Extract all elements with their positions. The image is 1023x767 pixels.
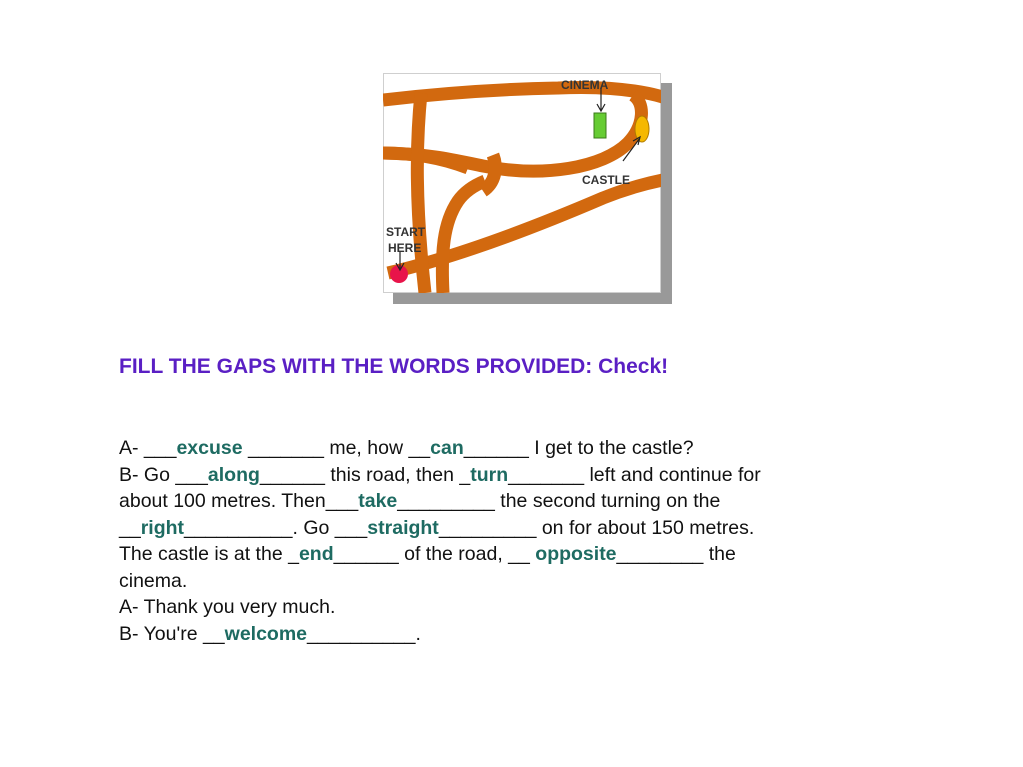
dialogue-line xyxy=(119,462,899,489)
answer-word: can xyxy=(430,437,464,459)
text-segment: ______ I get to the castle? xyxy=(463,437,694,459)
castle-label: CASTLE xyxy=(582,173,630,187)
text-segment: ________ the xyxy=(616,543,736,565)
cinema-label: CINEMA xyxy=(561,78,609,92)
answer-word: take xyxy=(358,490,398,512)
text-segment: ______ this road, then _ xyxy=(259,463,471,486)
answer-word: excuse xyxy=(176,437,243,459)
dialogue-line xyxy=(119,435,899,462)
text-segment: ______ of the road, __ xyxy=(333,543,536,565)
dialogue-line xyxy=(119,541,899,568)
text-segment: cinema. xyxy=(119,569,188,592)
text-segment: B- Go ___ xyxy=(119,463,208,486)
text-segment: _________ the second turning on the xyxy=(397,490,721,512)
text-segment: __________. xyxy=(307,622,421,645)
text-segment: about 100 metres. Then___ xyxy=(119,490,359,512)
text-segment: B- You're __ xyxy=(119,622,225,645)
answer-word: end xyxy=(298,543,334,565)
street-map xyxy=(383,73,673,305)
road-lower-curve xyxy=(442,181,485,293)
dialogue-line xyxy=(119,488,899,515)
text-segment: __________. Go ___ xyxy=(184,516,368,539)
answer-word: opposite xyxy=(535,543,617,565)
roads xyxy=(383,87,661,293)
start-label: START xyxy=(386,225,426,239)
road-vertical-left xyxy=(417,93,425,293)
here-label: HERE xyxy=(388,241,422,255)
answer-word: welcome xyxy=(224,622,308,645)
answer-word: along xyxy=(207,463,260,486)
cinema-marker xyxy=(594,113,606,138)
text-segment: __ xyxy=(119,516,141,539)
answer-word: straight xyxy=(367,516,439,539)
dialogue-text xyxy=(119,435,899,647)
text-segment: A- Thank you very much. xyxy=(119,596,336,618)
answer-word: turn xyxy=(470,463,509,486)
text-segment: The castle is at the _ xyxy=(119,543,299,565)
answer-word: right xyxy=(140,516,185,539)
text-segment: _________ on for about 150 metres. xyxy=(438,516,755,539)
dialogue-line xyxy=(119,568,899,595)
dialogue-line xyxy=(119,621,899,648)
road-diagonal xyxy=(388,180,661,273)
text-segment: _______ left and continue for xyxy=(508,463,761,486)
dialogue-line xyxy=(119,515,899,542)
text-segment: A- ___ xyxy=(119,437,177,459)
dialogue-line xyxy=(119,594,899,621)
exercise-heading: FILL THE GAPS WITH THE WORDS PROVIDED: Check! xyxy=(119,355,669,378)
map-drawing xyxy=(383,73,661,293)
text-segment: _______ me, how __ xyxy=(242,437,431,459)
